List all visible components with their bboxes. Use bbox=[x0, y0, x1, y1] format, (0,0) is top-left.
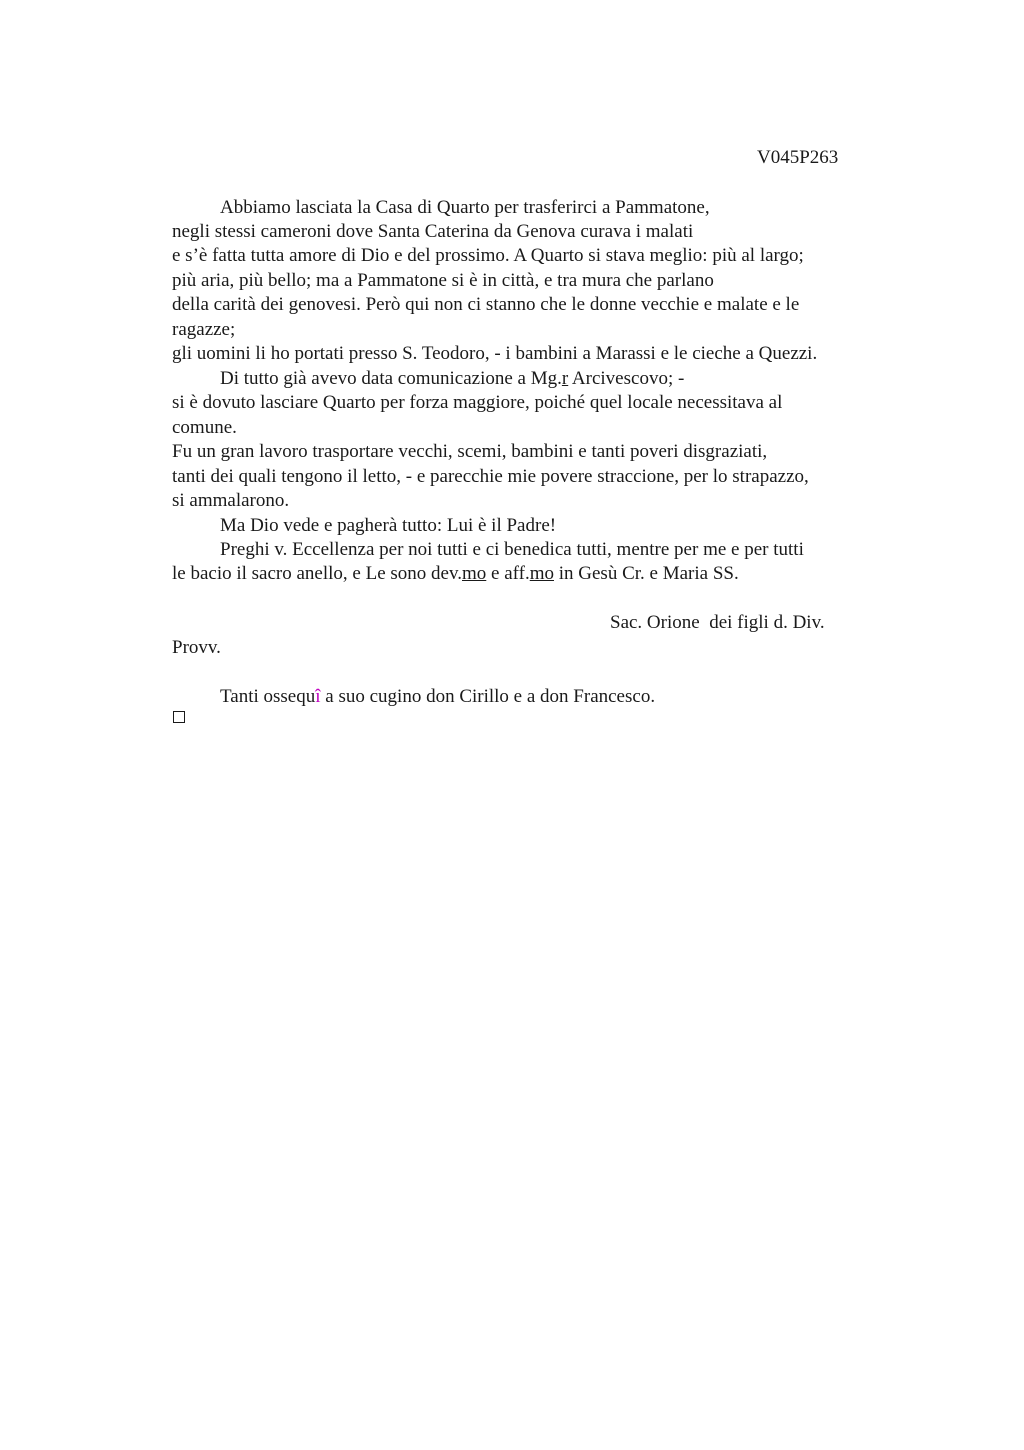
superscript-abbreviation: mo bbox=[529, 563, 554, 584]
body-line bbox=[172, 562, 739, 586]
postscript bbox=[220, 685, 655, 709]
document-id: V045P263 bbox=[757, 147, 839, 168]
signature: Sac. Orione dei figli d. Div. bbox=[610, 612, 825, 633]
signature-continuation: Provv. bbox=[172, 637, 221, 658]
body-line bbox=[220, 367, 684, 391]
body-line: Abbiamo lasciata la Casa di Quarto per trasferirci a Pammatone, bbox=[220, 197, 710, 218]
highlighted-character: î bbox=[315, 686, 321, 707]
body-line: comune. bbox=[172, 417, 237, 438]
body-line: Fu un gran lavoro trasportare vecchi, scemi, bambini e tanti poveri disgraziati, bbox=[172, 441, 768, 462]
body-line: si è dovuto lasciare Quarto per forza maggiore, poiché quel locale necessitava al bbox=[172, 392, 783, 413]
body-line: Ma Dio vede e pagherà tutto: Lui è il Padre! bbox=[220, 515, 557, 536]
body-text: in Gesù Cr. e Maria SS. bbox=[554, 563, 739, 584]
postscript-text: Tanti ossequ bbox=[220, 686, 316, 707]
body-line: tanti dei quali tengono il letto, - e parecchie mie povere straccione, per lo strapazzo, bbox=[172, 466, 809, 487]
postscript-text: a suo cugino don Cirillo e a don Francesco. bbox=[320, 686, 656, 707]
body-line: e s’è fatta tutta amore di Dio e del prossimo. A Quarto si stava meglio: più al largo; bbox=[172, 245, 804, 266]
body-line: negli stessi cameroni dove Santa Caterina da Genova curava i malati bbox=[172, 221, 694, 242]
body-line: Preghi v. Eccellenza per noi tutti e ci benedica tutti, mentre per me e per tutti bbox=[220, 539, 804, 560]
body-text: le bacio il sacro anello, e Le sono dev. bbox=[172, 563, 462, 584]
body-text: Arcivescovo; - bbox=[568, 368, 685, 389]
body-line: ragazze; bbox=[172, 319, 236, 340]
body-line: gli uomini li ho portati presso S. Teodoro, - i bambini a Marassi e le cieche a Quezzi. bbox=[172, 343, 818, 364]
body-line: si ammalarono. bbox=[172, 490, 290, 511]
body-text: e aff. bbox=[486, 563, 530, 584]
body-line: della carità dei genovesi. Però qui non ci stanno che le donne vecchie e malate e le bbox=[172, 294, 800, 315]
body-line: più aria, più bello; ma a Pammatone si è in città, e tra mura che parlano bbox=[172, 270, 714, 291]
body-text: Di tutto già avevo data comunicazione a Mg. bbox=[220, 368, 562, 389]
checkbox-square-icon bbox=[173, 711, 185, 723]
superscript-abbreviation: mo bbox=[462, 563, 487, 584]
superscript-abbreviation: r bbox=[561, 368, 569, 389]
